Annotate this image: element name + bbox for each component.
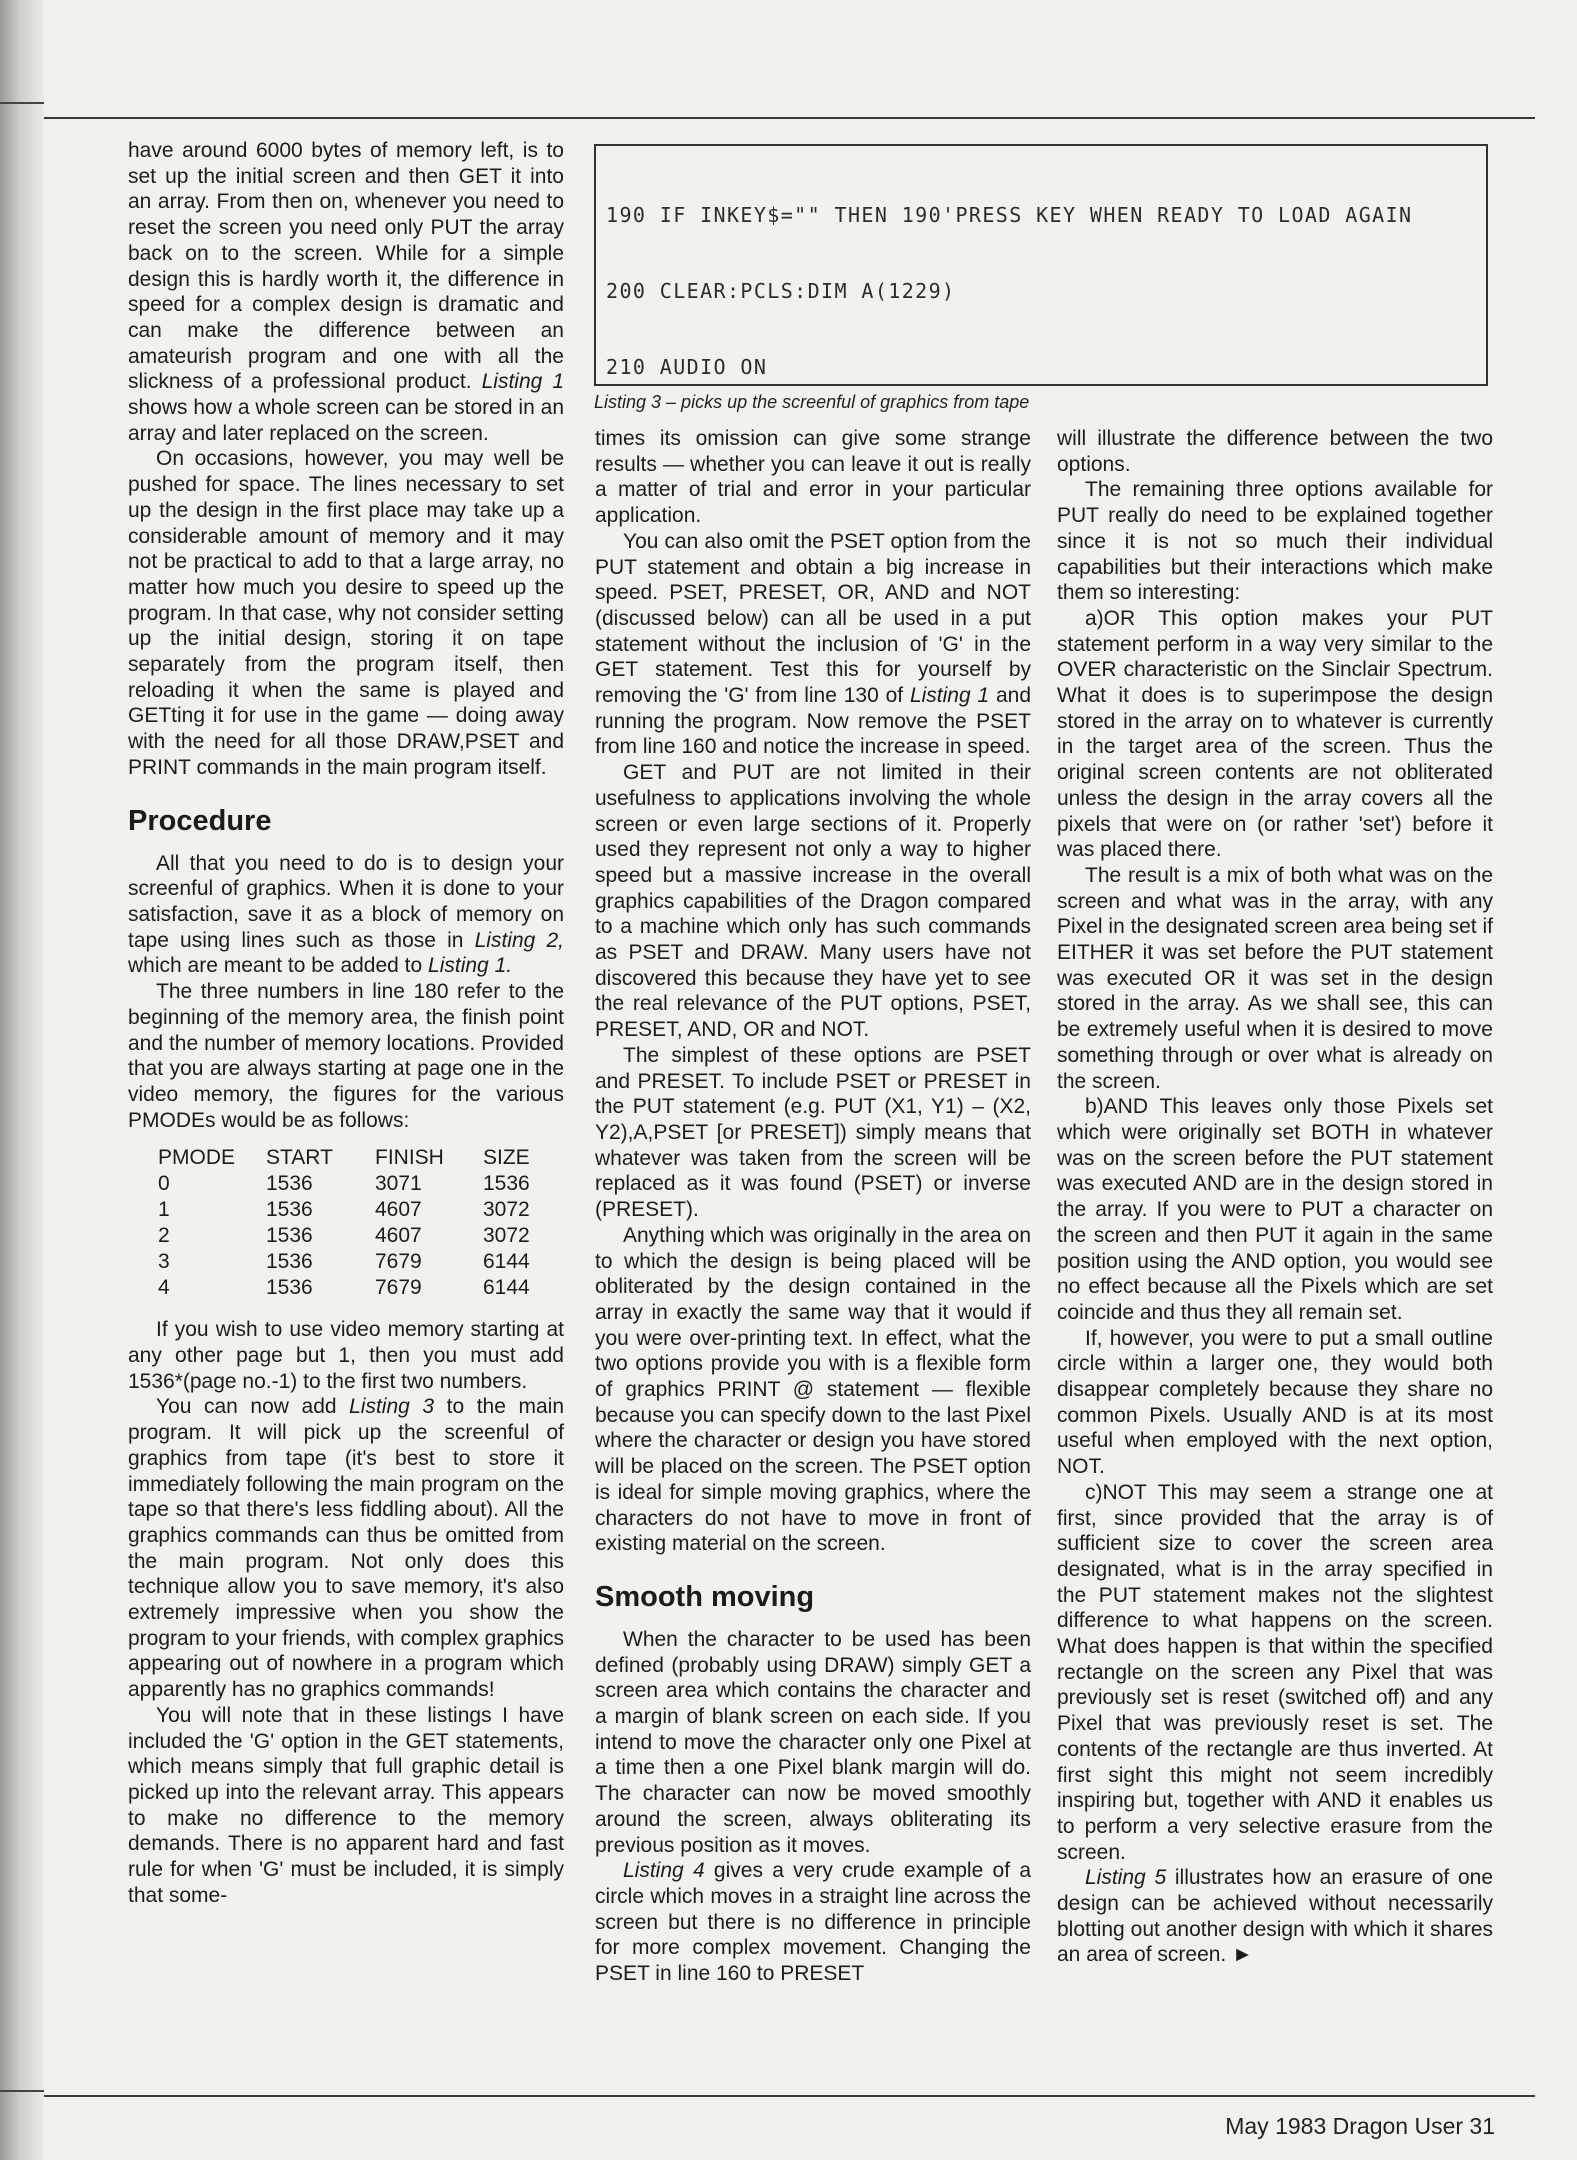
table-cell: 4607 xyxy=(375,1224,422,1248)
top-rule xyxy=(44,117,1535,119)
table-cell: 1536 xyxy=(266,1172,313,1196)
table-header-row xyxy=(158,1145,553,1171)
paragraph: c)NOT This may seem a strange one at first, since provided that the array is of sufficient size to cover the screen area designated, what is in the array specified in the PUT statement makes not the slightest difference to what happens on the screen. What does happen is that within the specified rectangle on the screen any Pixel that was previously set is reset (switched off) and any Pixel that was previously reset is set. The contents of the rectangle are thus inverted. At first sight this might not seem incredibly inspiring but, together with AND it enables us to perform a very selective erasure from the screen. xyxy=(1057,1480,1493,1864)
text-run: All that you need to do is to design your screenful of graphics. When it is done to your satisfaction, save it as a block of memory on tape using lines such as those in xyxy=(128,851,564,952)
paragraph: b)AND This leaves only those Pixels set which were originally set BOTH in whatever was on the screen before the PUT statement was executed AND are in the design stored in the array. If you were to PUT a character on the screen and then PUT it again in the same position using the AND option, you would see no effect because all the Pixels which are set coincide and thus they all remain set. xyxy=(1057,1095,1493,1324)
paragraph xyxy=(128,1394,564,1702)
code-line: 210 AUDIO ON xyxy=(606,355,768,380)
text-run: shows how a whole screen can be stored in an array and later replaced on the screen. xyxy=(128,396,564,445)
table-cell: 6144 xyxy=(483,1250,530,1274)
paragraph: Anything which was originally in the area on to which the design is being placed will be obliterated by the design contained in the array in exactly the same way that it would if you were over-printing text. In effect, what the two options provide you with is a flexible form of graphics PRINT @ statement — flexible because you can specify down to the last Pixel where the character or design you have stored will be placed on the screen. The PSET option is ideal for simple moving graphics, where the characters do not have to move in front of existing material on the screen. xyxy=(595,1223,1031,1556)
listing-ref: Listing 5 xyxy=(1085,1866,1167,1890)
table-row xyxy=(158,1275,553,1301)
table-cell: 3 xyxy=(158,1250,170,1274)
table-cell: 4607 xyxy=(375,1198,422,1222)
paragraph xyxy=(1057,1865,1493,1968)
table-cell: 0 xyxy=(158,1172,170,1196)
text-run: which are meant to be added to xyxy=(128,954,429,978)
paragraph: GET and PUT are not limited in their usefulness to applications involving the whole screen or even large sections of it. Properly used they represent not only a way to higher speed but a massive increase in the overall graphics capabilities of the Dragon compared to a machine which only has such commands as PSET and DRAW. Many users have not discovered this because they have yet to see the real relevance of the PUT options, PSET, PRESET, AND, OR and NOT. xyxy=(595,761,1031,1042)
paragraph: You will note that in these listings I have included the 'G' option in the GET statements, which means simply that full graphic detail is picked up into the relevant array. This appears to make no difference to the memory demands. There is no apparent hard and fast rule for when 'G' must be included, it is simply that some- xyxy=(128,1703,564,1907)
column-2 xyxy=(595,426,1031,1987)
listing-ref: Listing 3 xyxy=(349,1395,435,1419)
paragraph xyxy=(128,138,564,446)
listing-ref: Listing 1 xyxy=(909,684,990,708)
paragraph: When the character to be used has been defined (probably using DRAW) simply GET a screen area which contains the character and a margin of blank screen on each side. If you intend to move the character only one Pixel at a time then a one Pixel blank margin will do. The character can now be moved smoothly around the screen, always obliterating its previous position as it moves. xyxy=(595,1627,1031,1857)
table-header: SIZE xyxy=(483,1146,530,1170)
paragraph: If you wish to use video memory starting at any other page but 1, then you must add 1536*(page no.-1) to the first two numbers. xyxy=(128,1318,564,1393)
paragraph: If, however, you were to put a small outline circle within a larger one, they would both disappear completely because they share no common Pixels. Usually AND is at its most useful when employed with the next option, NOT. xyxy=(1057,1326,1493,1479)
text-run: to the main program. It will pick up the screenful of graphics from tape (it's best to store it immediately following the main program on the tape so that there's less fiddling about). All the graphics commands can thus be omitted from the main program. Not only does this technique allow you to save memory, it's also extremely impressive when you show the program to your friends, with complex graphics appearing out of nowhere in a program which apparently has no graphics commands! xyxy=(128,1395,564,1702)
paragraph: The remaining three options available for PUT really do need to be explained together since it is not so much their individual capabilities but their interactions which make them so interesting: xyxy=(1057,478,1493,605)
bottom-rule xyxy=(44,2095,1535,2097)
table-header: FINISH xyxy=(375,1146,444,1170)
table-cell: 3072 xyxy=(483,1224,530,1248)
text-run: gives a very crude example of a circle which moves in a straight line across the screen but there is no difference in principle for more complex movement. Changing the PSET in line 160 to PRESET xyxy=(595,1859,1031,1986)
page-footer: May 1983 Dragon User 31 xyxy=(1225,2113,1495,2139)
table-cell: 1536 xyxy=(266,1250,313,1274)
table-row xyxy=(158,1197,553,1223)
table-cell: 3072 xyxy=(483,1198,530,1222)
page-spine xyxy=(0,0,44,2160)
table-cell: 1536 xyxy=(266,1276,313,1300)
paragraph: will illustrate the difference between the two options. xyxy=(1057,427,1493,476)
paragraph: The simplest of these options are PSET and PRESET. To include PSET or PRESET in the PUT statement (e.g. PUT (X1, Y1) – (X2, Y2),A,PSET [or PRESET]) simply means that whatever was taken from the screen will be replaced as it was found (PSET) or inverse (PRESET). xyxy=(595,1043,1031,1222)
table-cell: 6144 xyxy=(483,1276,530,1300)
table-cell: 7679 xyxy=(375,1250,422,1274)
listing-ref: Listing 2, xyxy=(474,928,564,952)
code-line: 190 IF INKEY$="" THEN 190'PRESS KEY WHEN READY TO LOAD AGAIN xyxy=(606,202,1413,227)
listing-ref: Listing 1. xyxy=(428,954,513,978)
text-run: You can now add xyxy=(156,1395,350,1419)
paragraph: The result is a mix of both what was on the screen and what was in the array, with any Pixel in the designated screen area being set if EITHER it was set before the PUT statement was executed OR it was set in the design stored in the array. As we shall see, this can be extremely useful when it is desired to move something through or over what is already on the screen. xyxy=(1057,863,1493,1093)
table-cell: 1536 xyxy=(266,1198,313,1222)
paragraph: times its omission can give some strange results — whether you can leave it out is really a matter of trial and error in your particular application. xyxy=(595,427,1031,528)
text-run: illustrates how an erasure of one design can be achieved without necessarily blotting out another design with which it shares an area of screen. ► xyxy=(1057,1866,1493,1967)
column-1 xyxy=(128,138,564,1908)
table-cell: 7679 xyxy=(375,1276,422,1300)
section-heading-procedure: Procedure xyxy=(128,804,272,837)
listing-ref: Listing 1 xyxy=(481,370,564,394)
listing-3-code xyxy=(594,144,1488,386)
paragraph: On occasions, however, you may well be pushed for space. The lines necessary to set up the design in the first place may take up a considerable amount of memory and it may not be practical to add to that a large array, no matter how much you desire to speed up the program. In that case, why not consider setting up the initial design, storing it on tape separately from the program itself, then reloading it when the same is played and GETting it for use in the game — doing away with the need for all those DRAW,PSET and PRINT commands in the main program itself. xyxy=(128,447,564,779)
table-cell: 3071 xyxy=(375,1172,422,1196)
table-cell: 1 xyxy=(158,1198,170,1222)
paragraph xyxy=(595,1858,1031,1987)
paragraph: a)OR This option makes your PUT statement perform in a way very similar to the OVER characteristic on the Sinclair Spectrum. What it does is to superimpose the design stored in the array on to whatever is currently in the target area of the screen. Thus the original screen contents are not obliterated unless the design in the array covers all the pixels that were on (or rather 'set') before it was placed there. xyxy=(1057,606,1493,862)
table-cell: 2 xyxy=(158,1224,170,1248)
table-row xyxy=(158,1249,553,1275)
code-line: 200 CLEAR:PCLS:DIM A(1229) xyxy=(606,279,956,304)
column-3 xyxy=(1057,426,1493,1968)
paragraph: The three numbers in line 180 refer to the beginning of the memory area, the finish point and the number of memory locations. Provided that you are always starting at page one in the video memory, the figures for the various PMODEs would be as follows: xyxy=(128,980,564,1132)
margin-mark xyxy=(0,2090,44,2092)
text-run: have around 6000 bytes of memory left, is to set up the initial screen and then GET it into an array. From then on, whenever you need to reset the screen you need only PUT the array back on to the screen. While for a simple design this is hardly worth it, the difference in speed for a complex design is dramatic and can make the difference between an amateurish program and one with all the slickness of a professional product. xyxy=(128,139,564,394)
paragraph xyxy=(128,851,564,980)
text-run: You can also omit the PSET option from the PUT statement and obtain a big increase in speed. PSET, PRESET, OR, AND and NOT (discussed below) can all be used in a put statement without the inclusion of 'G' in the GET statement. Test this for yourself by removing the 'G' from line 130 of xyxy=(595,529,1031,708)
table-cell: 1536 xyxy=(483,1172,530,1196)
table-header: PMODE xyxy=(158,1146,236,1170)
table-cell: 4 xyxy=(158,1276,170,1300)
table-row xyxy=(158,1171,553,1197)
pmode-table xyxy=(158,1145,553,1301)
listing-ref: Listing 4 xyxy=(623,1859,705,1883)
paragraph xyxy=(595,529,1031,760)
margin-mark xyxy=(0,102,44,104)
table-header: START xyxy=(266,1146,333,1170)
text-run: and running the program. Now remove the PSET from line 160 and notice the increase in speed. xyxy=(595,684,1032,759)
table-row xyxy=(158,1223,553,1249)
listing-3-caption: Listing 3 – picks up the screenful of graphics from tape xyxy=(594,392,1030,412)
section-heading-smooth-moving: Smooth moving xyxy=(595,1580,815,1613)
table-cell: 1536 xyxy=(266,1224,313,1248)
